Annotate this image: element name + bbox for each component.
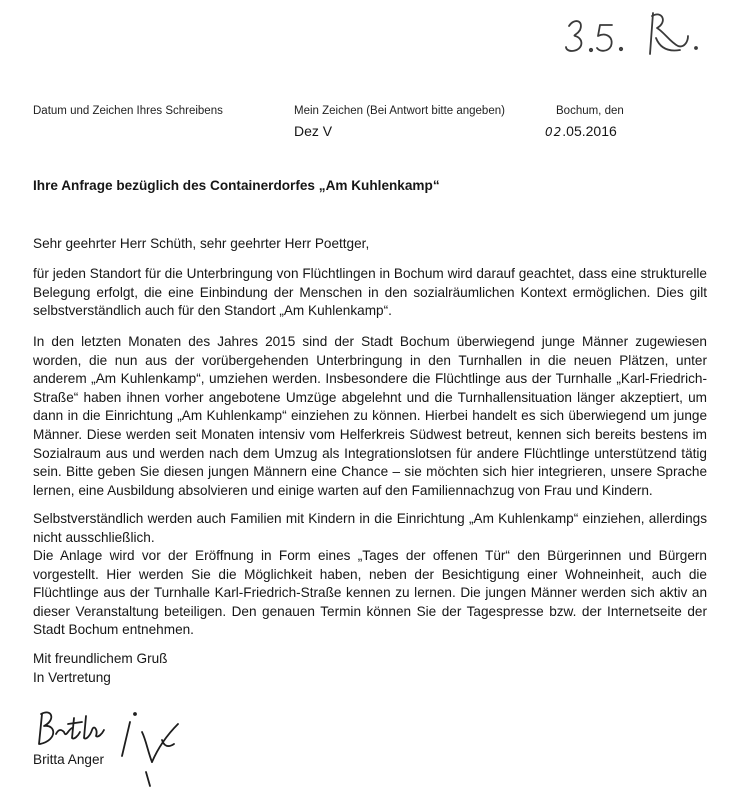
letter-subject: Ihre Anfrage bezüglich des Containerdorfes „Am Kuhlenkamp“: [33, 178, 440, 193]
paragraph-text: Die Anlage wird vor der Eröffnung in Form eines „Tages der offenen Tür“ den Bürgerinnen und Bürgern vorgestellt. Hier werden Sie die Möglichkeit haben, neben der Besichtigung einer Wohneinheit, auch die Flüchtlinge aus der Turnhalle Karl-Friedrich-Straße kennen zu lernen. Die jungen Männer werden sich aktiv an dieser Veranstaltung beteiligen. Den genauen Termin können Sie der Tagespresse bzw. der Internetseite der Stadt Bochum entnehmen.: [33, 548, 707, 638]
paragraph-text: für jeden Standort für die Unterbringung von Flüchtlingen in Bochum wird darauf geachtet, dass eine strukturelle Belegung erfolgt, die eine Einbindung der Menschen in den sozialräumlichen Kontext ermöglichen. Dies gilt selbstverständlich auch für den Standort „Am Kuhlenkamp“.: [33, 266, 707, 319]
our-reference-label: Mein Zeichen (Bei Antwort bitte angeben): [294, 105, 505, 117]
body-paragraph-3: [33, 510, 707, 547]
handwritten-date-note: [560, 8, 710, 63]
date-printed: .05.2016: [562, 123, 617, 139]
body-paragraph-4: [33, 547, 707, 640]
our-reference-value: Dez V: [294, 123, 333, 139]
signatory-name: Britta Anger: [33, 752, 105, 767]
date-handwritten-day: 02: [545, 125, 563, 139]
paragraph-text: Selbstverständlich werden auch Familien mit Kindern in die Einrichtung „Am Kuhlenkamp“ einziehen, allerdings nicht ausschließlich.: [33, 511, 707, 545]
body-paragraph-2: [33, 333, 707, 500]
handwritten-signature: [34, 700, 194, 790]
place-date-label: Bochum, den: [556, 105, 624, 117]
paragraph-text: In den letzten Monaten des Jahres 2015 sind der Stadt Bochum überwiegend junge Männer zugewiesen worden, die nun aus der vorübergehenden Unterbringung in den Turnhallen in die neuen Plätzen, unter anderem „Am Kuhlenkamp“, umziehen werden. Insbesondere die Flüchtlinge aus der Turnhalle „Karl-Friedrich-Straße“ haben ihnen vorher angebotene Umzüge abgelehnt und die Turnhallensituation länger akzeptiert, um dann in die Einrichtung „Am Kuhlenkamp“ einziehen zu können. Hierbei handelt es sich überwiegend um junge Männer. Diese werden seit Monaten intensiv vom Helferkreis Südwest betreut, kennen sich bereits bestens im Sozialraum aus und werden nach dem Umzug als Integrationslotsen für andere Flüchtlinge unterstützend tätig sein. Bitte geben Sie diesen jungen Männern eine Chance – sie möchten sich hier integrieren, unsere Sprache lernen, eine Ausbildung absolvieren und einige warten auf den Familiennachzug von Frau und Kindern.: [33, 334, 707, 498]
on-behalf-line: In Vertretung: [33, 670, 111, 685]
closing-greeting: Mit freundlichem Gruß: [33, 651, 168, 666]
body-paragraph-1: [33, 265, 707, 321]
your-reference-label: Datum und Zeichen Ihres Schreibens: [33, 105, 223, 117]
letter-date: [545, 123, 617, 139]
salutation: Sehr geehrter Herr Schüth, sehr geehrter Herr Poettger,: [33, 236, 370, 251]
